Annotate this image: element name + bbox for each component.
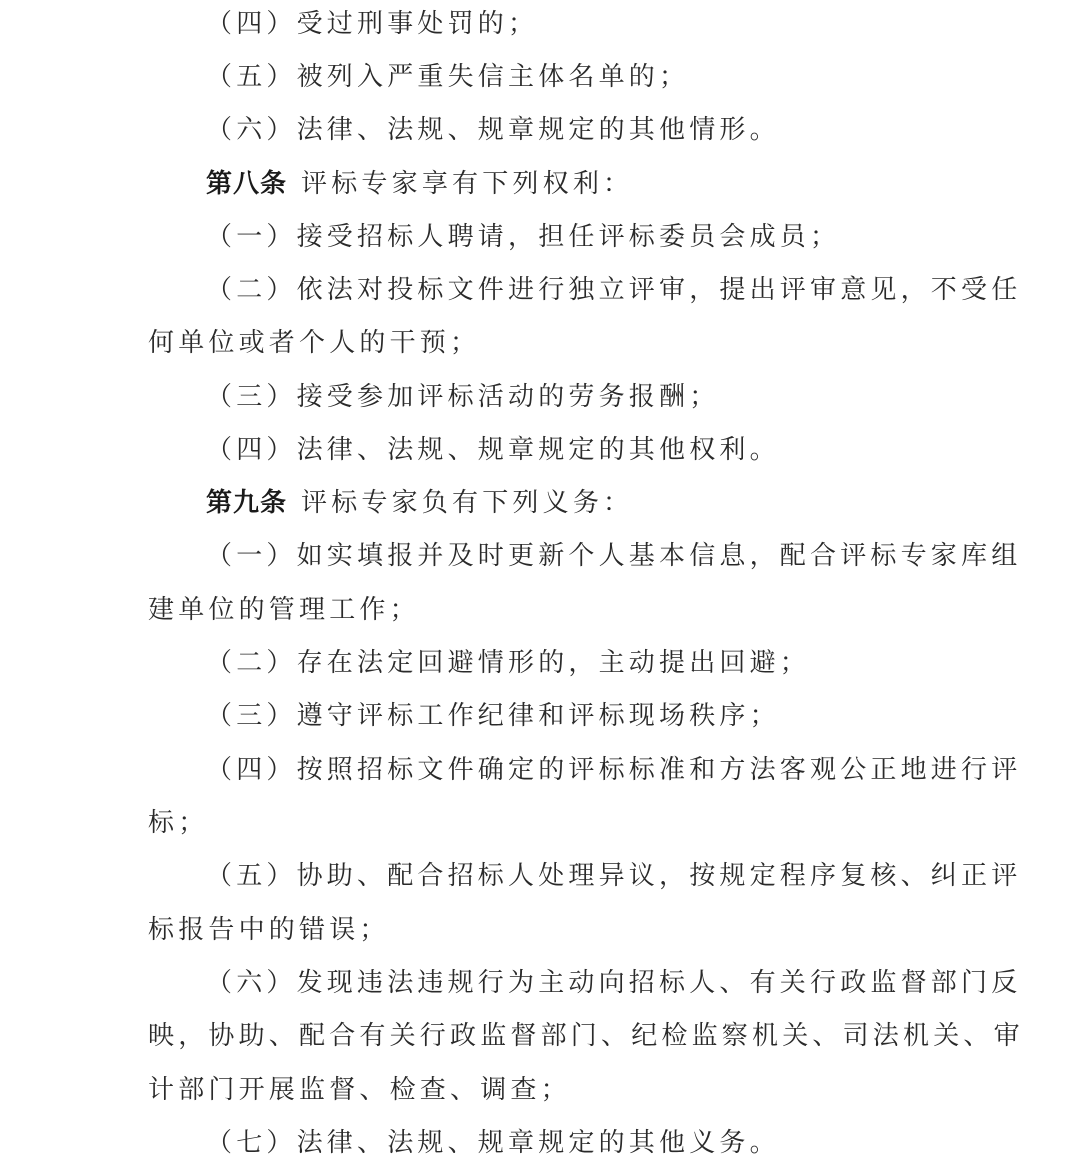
- paragraph-line: [206, 696, 938, 736]
- paragraph-line: [206, 430, 938, 470]
- paragraph-line: [206, 4, 938, 44]
- paragraph-line: [148, 1070, 938, 1110]
- line-text: 映，协助、配合有关行政监督部门、纪检监察机关、司法机关、审: [148, 1021, 1024, 1051]
- paragraph-line: [206, 270, 1022, 310]
- paragraph-line: [206, 57, 938, 97]
- article-8-heading: [206, 164, 938, 204]
- paragraph-line: [148, 910, 938, 950]
- line-text: （一）接受招标人聘请，担任评标委员会成员；: [206, 222, 841, 252]
- paragraph-line: [206, 643, 938, 683]
- line-text: （四）法律、法规、规章规定的其他权利。: [206, 435, 780, 465]
- article-number: 第八条: [206, 169, 288, 199]
- line-text: 建单位的管理工作；: [148, 595, 420, 625]
- paragraph-line: [206, 1123, 938, 1163]
- line-text: （二）存在法定回避情形的，主动提出回避；: [206, 648, 811, 678]
- line-text: （六）发现违法违规行为主动向招标人、有关行政监督部门反: [206, 968, 1022, 998]
- line-text: 计部门开展监督、检查、调查；: [148, 1075, 571, 1105]
- paragraph-line: [206, 856, 1022, 896]
- paragraph-line: [148, 590, 938, 630]
- line-text: 何单位或者个人的干预；: [148, 328, 481, 358]
- line-text: （四）受过刑事处罚的；: [206, 9, 539, 39]
- line-text: （七）法律、法规、规章规定的其他义务。: [206, 1128, 780, 1158]
- line-text: 评标专家负有下列义务：: [301, 488, 634, 518]
- paragraph-line: [148, 803, 938, 843]
- line-text: （五）被列入严重失信主体名单的；: [206, 62, 690, 92]
- line-text: 评标专家享有下列权利：: [301, 169, 634, 199]
- paragraph-line: [206, 217, 938, 257]
- paragraph-line: [206, 963, 1022, 1003]
- line-text: 标报告中的错误；: [148, 915, 390, 945]
- line-text: （三）遵守评标工作纪律和评标现场秩序；: [206, 701, 780, 731]
- line-text: （六）法律、法规、规章规定的其他情形。: [206, 115, 780, 145]
- article-number: 第九条: [206, 488, 288, 518]
- line-text: （五）协助、配合招标人处理异议，按规定程序复核、纠正评: [206, 861, 1022, 891]
- paragraph-line: [206, 110, 938, 150]
- paragraph-line: [206, 536, 1022, 576]
- line-text: （一）如实填报并及时更新个人基本信息，配合评标专家库组: [206, 541, 1022, 571]
- paragraph-line: [206, 377, 938, 417]
- line-text: （二）依法对投标文件进行独立评审，提出评审意见，不受任: [206, 275, 1022, 305]
- line-text: （四）按照招标文件确定的评标标准和方法客观公正地进行评: [206, 755, 1022, 785]
- article-9-heading: [206, 483, 938, 523]
- paragraph-line: [148, 1016, 1024, 1056]
- line-text: （三）接受参加评标活动的劳务报酬；: [206, 382, 720, 412]
- paragraph-line: [148, 323, 938, 363]
- line-text: 标；: [148, 808, 209, 838]
- paragraph-line: [206, 750, 1022, 790]
